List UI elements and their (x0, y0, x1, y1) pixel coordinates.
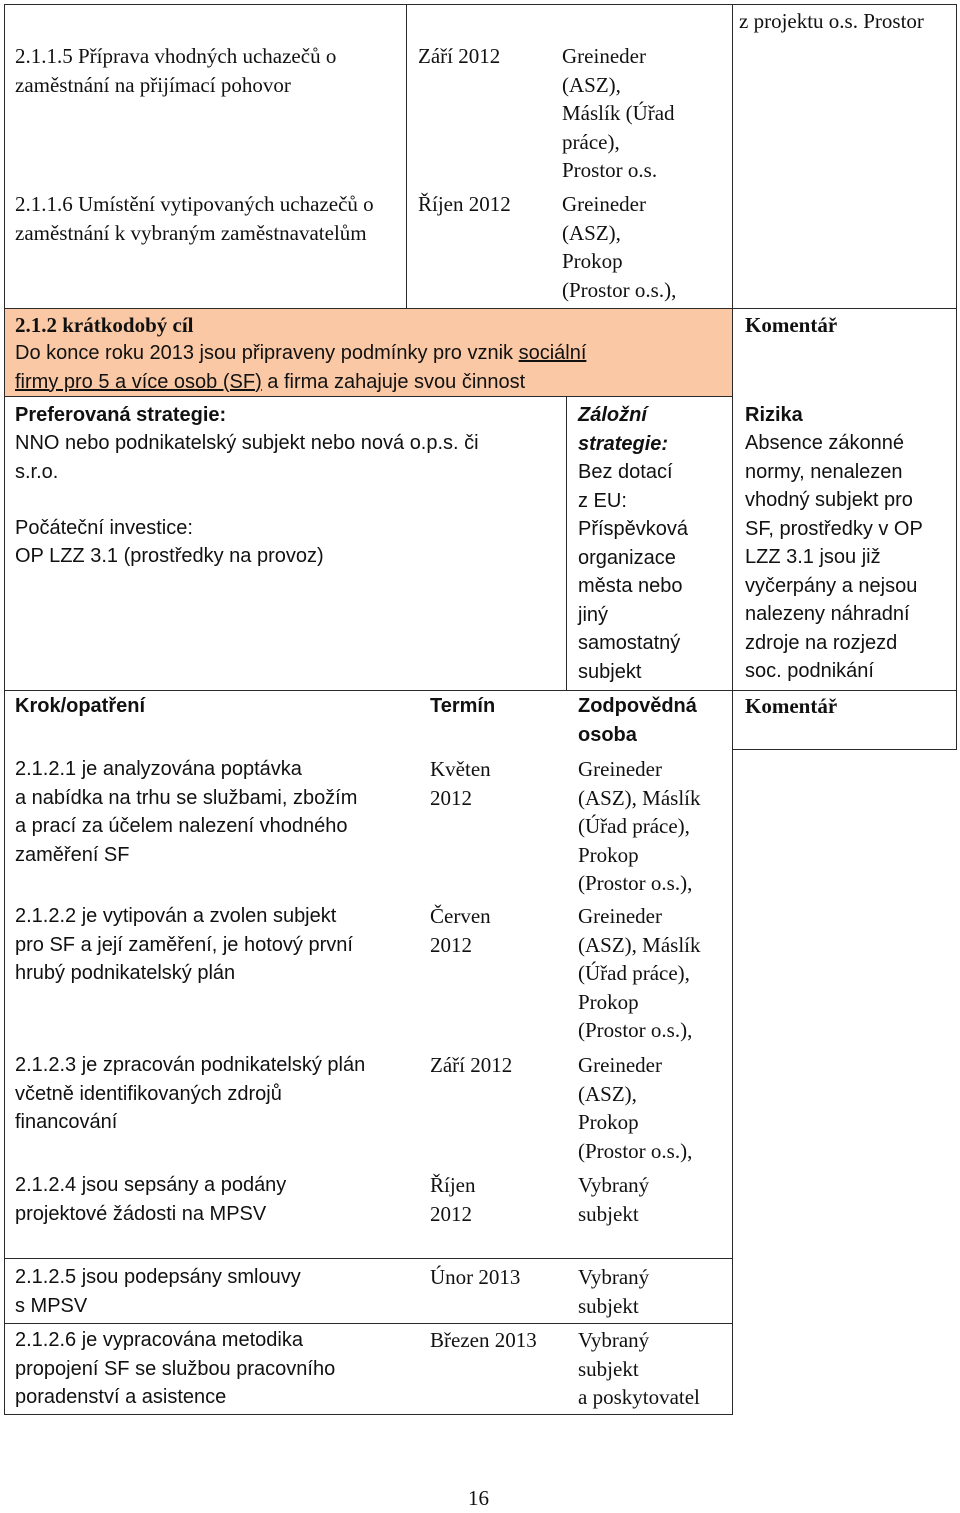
backup-strategy-text: Bez dotací z EU: Příspěvková organizace města nebo jiný samostatný subjekt (578, 461, 689, 683)
step-2-1-2-3: 2.1.2.3 je zpracován podnikatelský plán včetně identifikovaných zdrojů financování (15, 1054, 366, 1133)
goal-text-underlined: sociální firmy pro 5 a více osob (SF) (15, 342, 587, 393)
step-2-1-2-4: 2.1.2.4 jsou sepsány a podány projektové žádosti na MPSV (15, 1174, 287, 1225)
investment-label: Počáteční investice: (15, 517, 193, 539)
resp-2-1-2-1: Greineder (ASZ), Máslík (Úřad práce), Prokop (Prostor o.s.), (578, 757, 701, 895)
header-term: Termín (430, 695, 496, 717)
goal-text (15, 339, 715, 396)
term-2-1-2-3: Září 2012 (430, 1053, 513, 1077)
header-step: Krok/opatření (15, 695, 146, 717)
step-2-1-1-6: 2.1.1.6 Umístění vytipovaných uchazečů o zaměstnání k vybraným zaměstnavatelům (15, 192, 374, 245)
preferred-strategy-label: Preferovaná strategie: (15, 404, 227, 426)
term-2-1-2-2: Červen 2012 (430, 904, 491, 957)
term-2-1-1-6: Říjen 2012 (418, 192, 511, 216)
goal-text-part1: Do konce roku 2013 jsou připraveny podmínky pro vznik (15, 342, 519, 364)
step-2-1-1-5: 2.1.1.5 Příprava vhodných uchazečů o zaměstnání na přijímací pohovor (15, 44, 337, 97)
resp-2-1-1-6: Greineder (ASZ), Prokop (Prostor o.s.), (562, 192, 677, 302)
preferred-strategy-text: NNO nebo podnikatelský subjekt nebo nová o.p.s. či s.r.o. (15, 432, 479, 483)
term-2-1-2-4: Říjen 2012 (430, 1173, 476, 1226)
resp-2-1-2-3: Greineder (ASZ), Prokop (Prostor o.s.), (578, 1053, 693, 1163)
term-2-1-2-5: Únor 2013 (430, 1265, 521, 1289)
step-2-1-2-6: 2.1.2.6 je vypracována metodika propojení SF se službou pracovního poradenství a asistence (15, 1329, 336, 1408)
step-2-1-2-5: 2.1.2.5 jsou podepsány smlouvy s MPSV (15, 1266, 301, 1317)
investment-text: OP LZZ 3.1 (prostředky na provoz) (15, 545, 324, 567)
resp-2-1-2-6: Vybraný subjekt a poskytovatel (578, 1328, 700, 1409)
page-number: 16 (468, 1486, 489, 1510)
term-2-1-2-6: Březen 2013 (430, 1328, 537, 1352)
resp-2-1-2-5: Vybraný subjekt (578, 1265, 650, 1318)
goal-number: 2.1.2 krátkodobý cíl (15, 313, 194, 337)
goal-text-part2: a firma zahajuje svou činnost (261, 370, 526, 393)
resp-2-1-2-4: Vybraný subjekt (578, 1173, 650, 1226)
goal-comment-label: Komentář (745, 313, 838, 337)
term-2-1-1-5: Září 2012 (418, 44, 501, 68)
risks-text: Absence zákonné normy, nenalezen vhodný subjekt pro SF, prostředky v OP LZZ 3.1 jsou již vyčerpány a nejsou nalezeny náhradní zdroje na rozjezd soc. podnikání (745, 432, 923, 682)
backup-strategy-label: Záložní strategie: (578, 404, 669, 455)
resp-2-1-2-2: Greineder (ASZ), Máslík (Úřad práce), Prokop (Prostor o.s.), (578, 904, 701, 1042)
risks-label: Rizika (745, 404, 803, 426)
term-2-1-2-1: Květen 2012 (430, 757, 491, 810)
resp-2-1-1-5: Greineder (ASZ), Máslík (Úřad práce), Prostor o.s. (562, 44, 675, 182)
top-comment: z projektu o.s. Prostor (739, 9, 924, 33)
step-2-1-2-2: 2.1.2.2 je vytipován a zvolen subjekt pro SF a její zaměření, je hotový první hrubý podnikatelský plán (15, 905, 353, 984)
header-responsible: Zodpovědná osoba (578, 695, 697, 746)
step-2-1-2-1: 2.1.2.1 je analyzována poptávka a nabídka na trhu se službami, zbožím a prací za účelem nalezení vhodného zaměření SF (15, 758, 358, 866)
header-comment: Komentář (745, 694, 838, 718)
